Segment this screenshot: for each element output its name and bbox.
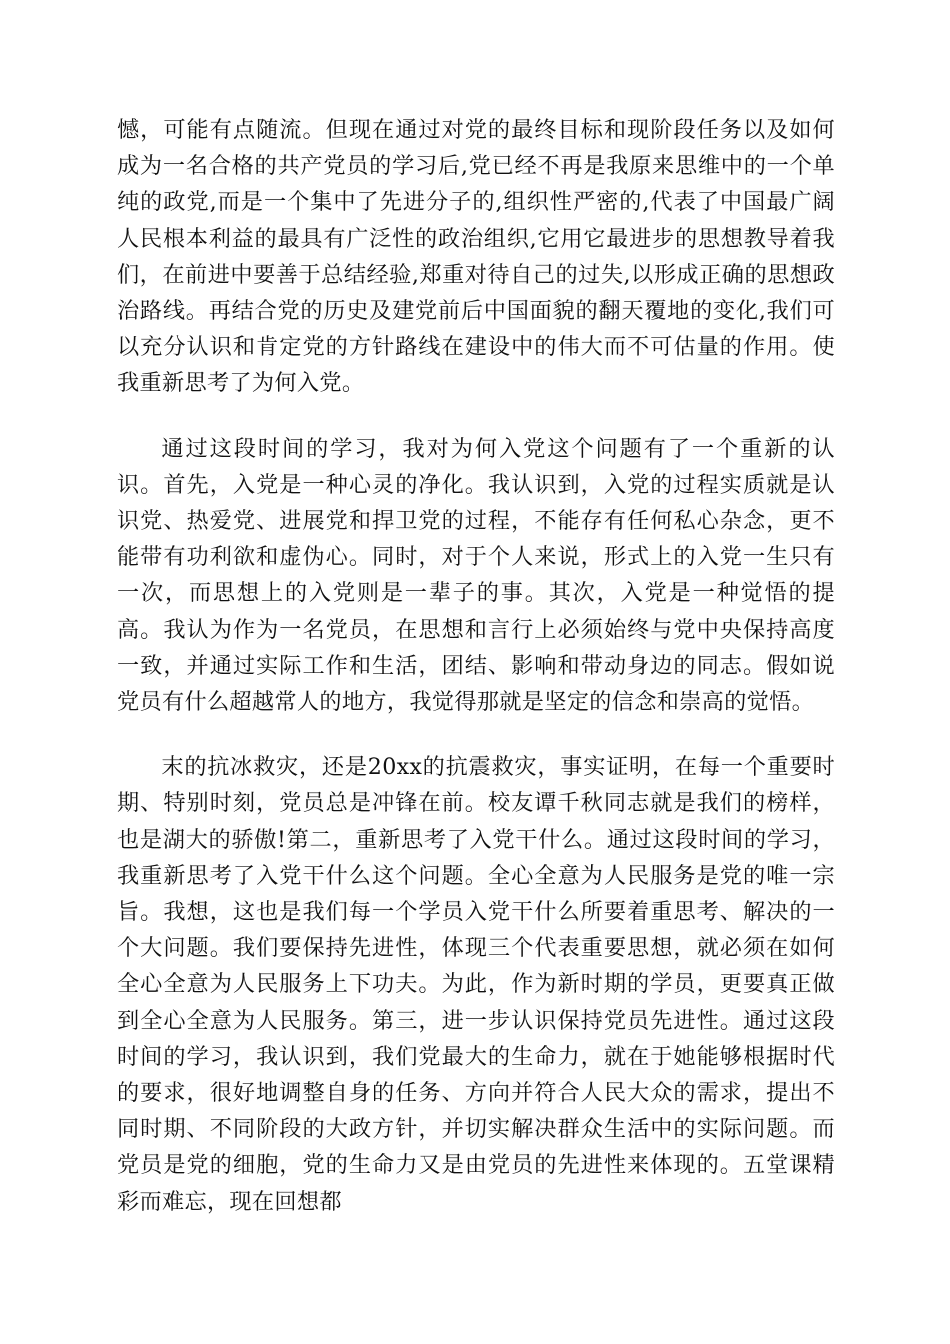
paragraph-3: 末的抗冰救灾，还是20xx的抗震救灾，事实证明，在每一个重要时期、特别时刻，党员总是冲锋在前。校友谭千秋同志就是我们的榜样，也是湖大的骄傲!第二，重新思考了入党干什么。通过这段时间的学习，我重新思考了入党干什么这个问题。全心全意为人民服务是党的唯一宗旨。我想，这也是我们每一个学员入党干什么所要着重思考、解决的一个大问题。我们要保持先进性，体现三个代表重要思想，就必须在如何全心全意为人民服务上下功夫。为此，作为新时期的学员，更要真正做到全心全意为人民服务。第三，进一步认识保持党员先进性。通过这段时间的学习，我认识到，我们党最大的生命力，就在于她能够根据时代的要求，很好地调整自身的任务、方向并符合人民大众的需求，提出不同时期、不同阶段的大政方针，并切实解决群众生活中的实际问题。而党员是党的细胞，党的生命力又是由党员的先进性来体现的。五堂课精彩而难忘，现在回想都 — [117, 754, 835, 1215]
paragraph-2: 通过这段时间的学习，我对为何入党这个问题有了一个重新的认识。首先，入党是一种心灵的净化。我认识到，入党的过程实质就是认识党、热爱党、进展党和捍卫党的过程，不能存有任何私心杂念，更不能带有功利欲和虚伪心。同时，对于个人来说，形式上的入党一生只有一次，而思想上的入党则是一辈子的事。其次，入党是一种觉悟的提高。我认为作为一名党员，在思想和言行上必须始终与党中央保持高度一致，并通过实际工作和生活，团结、影响和带动身边的同志。假如说党员有什么超越常人的地方，我觉得那就是坚定的信念和崇高的觉悟。 — [117, 435, 835, 716]
document-page — [117, 112, 835, 1220]
paragraph-1: 憾，可能有点随流。但现在通过对党的最终目标和现阶段任务以及如何成为一名合格的共产党员的学习后,党已经不再是我原来思维中的一个单纯的政党,而是一个集中了先进分子的,组织性严密的,代表了中国最广阔人民根本利益的最具有广泛性的政治组织,它用它最进步的思想教导着我们，在前进中要善于总结经验,郑重对待自己的过失,以形成正确的思想政治路线。再结合党的历史及建党前后中国面貌的翻天覆地的变化,我们可以充分认识和肯定党的方针路线在建设中的伟大而不可估量的作用。使我重新思考了为何入党。 — [117, 117, 835, 397]
